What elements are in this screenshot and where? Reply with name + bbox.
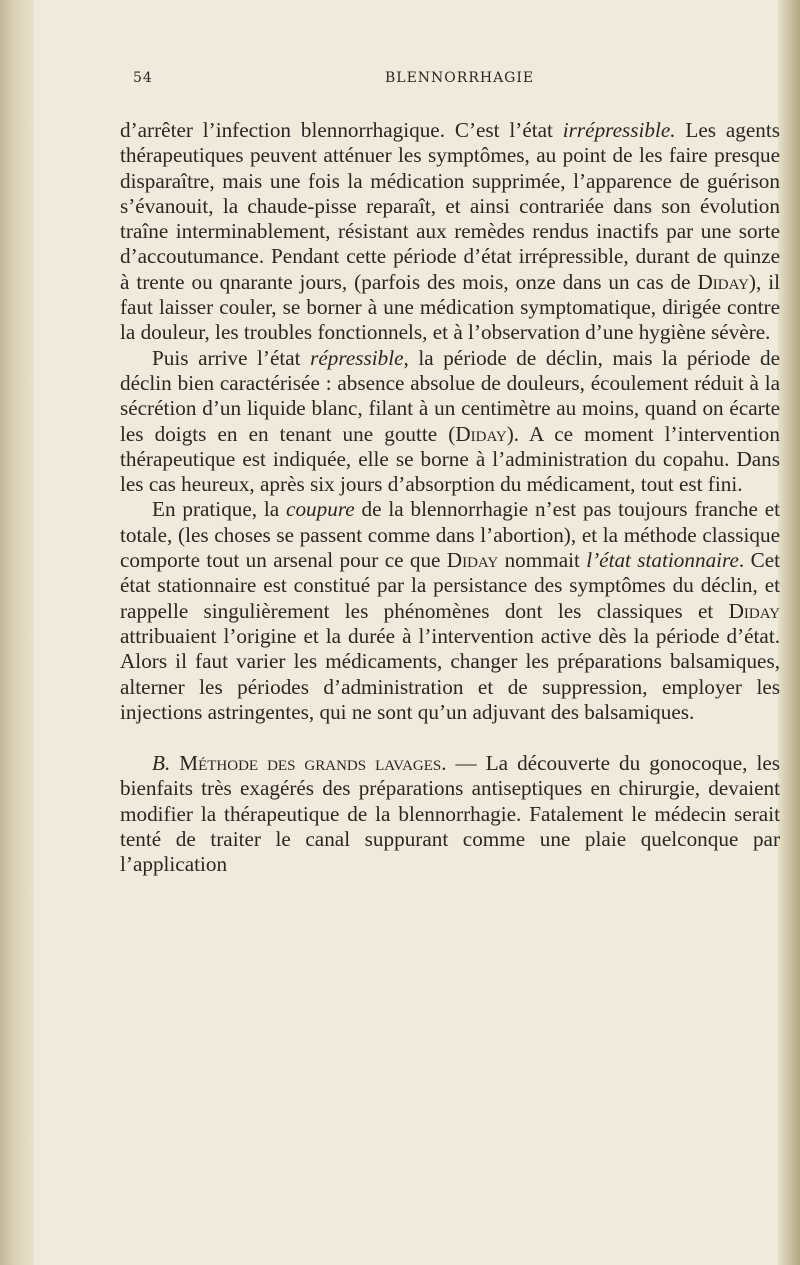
text-span: — La découverte du gonocoque, les bienfaits très exagérés des préparations antiseptiques en chirurgie, devaient modifier la thérapeutique de la blennorrhagie. Fatalement le médecin serait tenté de traiter le canal suppurant comme une plaie quelconque par l’application xyxy=(120,751,781,877)
text-span: Puis arrive l’état xyxy=(152,345,311,370)
text-span: nommait xyxy=(498,548,587,573)
author-name: Diday xyxy=(446,548,499,573)
text-span: , la période de déclin, mais la période de déclin bien caractérisée : absence absolue de douleurs, écoulement réduit à la sécrétion d’un liquide blanc, filant à un centimètre au moins, quand on écarte les doigts en en tenant une goutte ( xyxy=(120,345,780,446)
emphasis: répressible xyxy=(310,345,404,370)
text-span: En pratique, la xyxy=(152,497,287,522)
page-header xyxy=(120,64,780,98)
emphasis: l’état stationnaire xyxy=(586,548,739,573)
emphasis: irrépressible. xyxy=(562,118,676,142)
text-span: ), il faut laisser couler, se borner à une médication symptomatique, dirigée contre la douleur, les troubles fonctionnels, et à l’observation d’une hygiène sévère. xyxy=(120,269,780,345)
left-page-edge xyxy=(0,0,34,1265)
paragraph-1 xyxy=(120,118,780,346)
text-span: . Cet état stationnaire est constitué par la persistance des symptômes du déclin, et rappelle singulièrement les phénomènes dont les classiques et xyxy=(120,548,780,623)
text-span: d’arrêter l’infection blennorrhagique. C’est l’état xyxy=(120,118,563,142)
text-span xyxy=(170,751,179,775)
running-title: BLENNORRHAGIE xyxy=(385,70,535,86)
page-number: 54 xyxy=(133,70,153,86)
text-span: de la blennorrhagie n’est pas toujours franche et totale, (les choses se passent comme dans l’abortion), et la méthode classique comporte tout un arsenal pour ce que xyxy=(120,497,780,573)
text-span: attribuaient l’origine et la durée à l’intervention active dès la période d’état. Alors il faut varier les médicaments, changer les préparations balsamiques, alterner les périodes d’administration et de suppression, employer les injections astringentes, qui ne sont qu’un adjuvant des balsamiques. xyxy=(120,623,780,724)
author-name: Diday xyxy=(728,598,780,623)
section-letter: B. xyxy=(152,751,171,776)
right-page-edge xyxy=(778,0,800,1265)
text-span: Les agents thérapeutiques peuvent atténuer les symptômes, au point de les faire presque disparaître, mais une fois la médication supprimée, l’apparence de guérison s’évanouit, la chaude-pisse reparaît, et ainsi contrariée dans son évolution traîne interminablement, résistant aux remèdes rendus inactifs par une sorte d’accoutumance. Pendant cette période d’état irrépressible, durant de quinze à trente ou qnarante jours, (parfois des mois, onze dans un cas de xyxy=(120,118,780,294)
paragraph-4 xyxy=(120,751,780,877)
author-name: Diday xyxy=(697,269,749,294)
emphasis: coupure xyxy=(286,497,355,522)
author-name: Diday xyxy=(455,421,507,446)
body-text xyxy=(120,118,780,878)
paragraph-3 xyxy=(120,497,780,725)
book-page xyxy=(120,64,780,878)
paragraph-2 xyxy=(120,346,780,498)
text-span: ). A ce moment l’intervention thérapeutique est indiquée, elle se borne à l’administration du copahu. Dans les cas heureux, après six jours d’absorption du médicament, tout est fini. xyxy=(120,421,780,497)
section-heading: Méthode des grands lavages. xyxy=(179,751,447,776)
